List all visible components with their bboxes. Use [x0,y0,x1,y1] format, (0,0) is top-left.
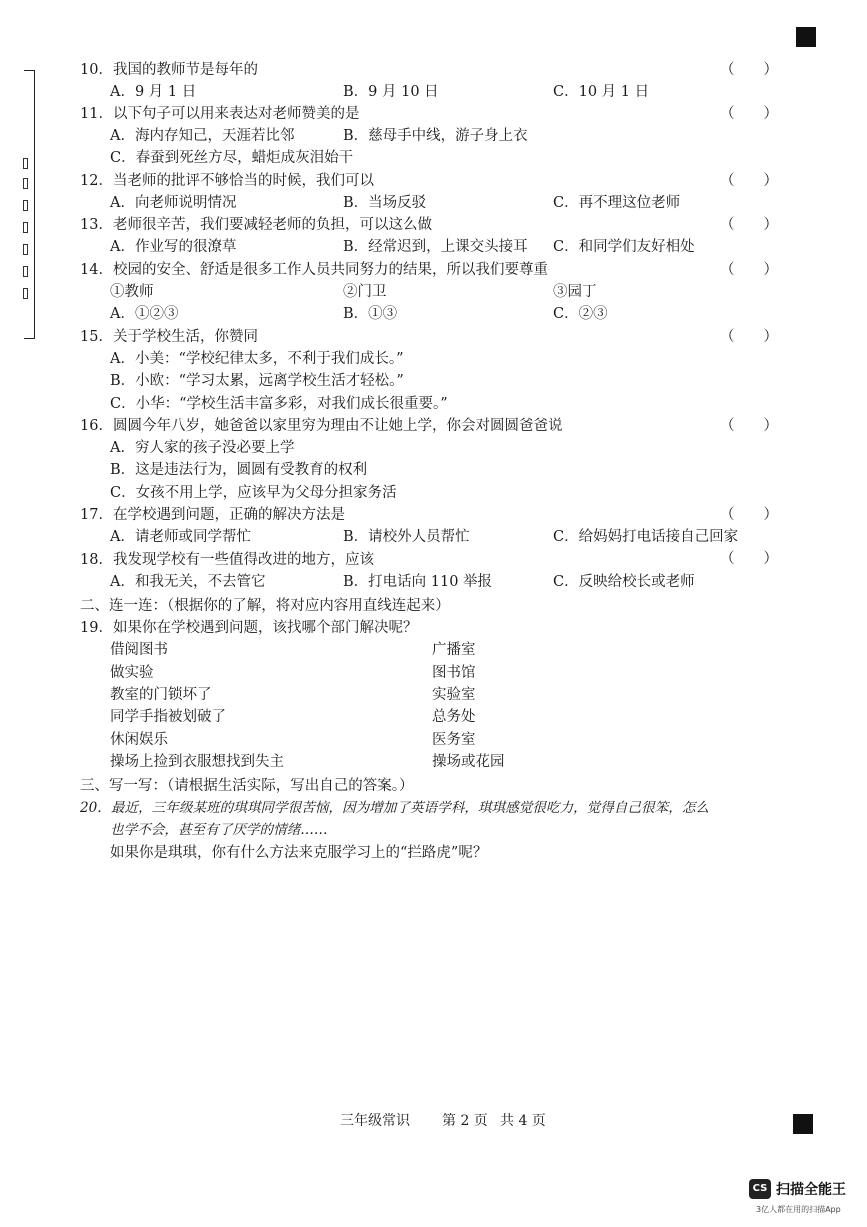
q19-left-item[interactable]: 休闲娱乐 [110,732,168,748]
q12-option-b[interactable]: B．当场反驳 [343,195,427,211]
section-2-heading: 二、连一连：（根据你的了解，将对应内容用直线连起来） [80,598,450,614]
q17-option-a[interactable]: A．请老师或同学帮忙 [110,529,251,545]
q19-left-item[interactable]: 借阅图书 [110,642,168,658]
q16-option-c[interactable]: C．女孩不用上学，应该早为父母分担家务活 [110,485,397,501]
q18-option-c[interactable]: C．反映给校长或老师 [553,574,695,590]
q19-right-item[interactable]: 广播室 [432,642,476,658]
q19-right-item[interactable]: 操场或花园 [432,754,505,770]
binding-tick-top [24,70,35,71]
q19-left-item[interactable]: 做实验 [110,665,154,681]
q15-stem: 15．关于学校生活，你赞同 [80,329,258,345]
scanner-logo: CS [749,1179,771,1199]
q15-option-a[interactable]: A．小美：“学校纪律太多，不利于我们成长。” [110,351,404,367]
corner-marker-bottom [793,1114,813,1134]
q18-answer-paren[interactable]: （ ） [720,551,778,567]
q16-stem: 16．圆圆今年八岁，她爸爸以家里穷为理由不让她上学，你会对圆圆爸爸说 [80,418,563,434]
q19-left-item[interactable]: 教室的门锁坏了 [110,687,212,703]
q11-answer-paren[interactable]: （ ） [720,106,778,122]
binding-mark [23,222,28,233]
q10-stem: 10．我国的教师节是每年的 [80,62,258,78]
q19-left-item[interactable]: 同学手指被划破了 [110,709,226,725]
q11-option-b[interactable]: B．慈母手中线，游子身上衣 [343,128,528,144]
q18-option-a[interactable]: A．和我无关，不去管它 [110,574,266,590]
q20-text-line-2: 也学不会，甚至有了厌学的情绪…… [110,822,328,838]
q12-stem: 12．当老师的批评不够恰当的时候，我们可以 [80,173,374,189]
q19-right-item[interactable]: 总务处 [432,709,476,725]
q19-right-item[interactable]: 实验室 [432,687,476,703]
q10-option-b[interactable]: B．9 月 10 日 [343,84,439,100]
q16-answer-paren[interactable]: （ ） [720,418,778,434]
q20-answer-area[interactable] [80,870,780,1090]
footer-page-number: 第 2 页 [442,1113,488,1129]
section-3-heading: 三、写一写：（请根据生活实际，写出自己的答案。） [80,778,414,794]
q11-option-a[interactable]: A．海内存知己，天涯若比邻 [110,128,295,144]
q14-item-1: ①教师 [110,284,154,300]
q10-option-c[interactable]: C．10 月 1 日 [553,84,650,100]
q12-option-a[interactable]: A．向老师说明情况 [110,195,237,211]
binding-margin-line [34,70,35,338]
q13-option-b[interactable]: B．经常迟到，上课交头接耳 [343,239,528,255]
q10-answer-paren[interactable]: （ ） [720,62,778,78]
q14-option-c[interactable]: C．②③ [553,306,608,322]
q18-stem: 18．我发现学校有一些值得改进的地方，应该 [80,552,374,568]
q11-option-c[interactable]: C．春蚕到死丝方尽，蜡炬成灰泪始干 [110,150,354,166]
q14-item-3: ③园丁 [553,284,597,300]
q16-option-b[interactable]: B．这是违法行为，圆圆有受教育的权利 [110,462,368,478]
q20-question: 如果你是琪琪，你有什么方法来克服学习上的“拦路虎”呢？ [110,845,488,861]
q15-answer-paren[interactable]: （ ） [720,329,778,345]
q17-stem: 17．在学校遇到问题，正确的解决方法是 [80,507,345,523]
q12-answer-paren[interactable]: （ ） [720,173,778,189]
q13-answer-paren[interactable]: （ ） [720,217,778,233]
q13-option-c[interactable]: C．和同学们友好相处 [553,239,695,255]
q14-stem: 14．校园的安全、舒适是很多工作人员共同努力的结果，所以我们要尊重 [80,262,548,278]
binding-mark [23,178,28,189]
scanner-app-name: 扫描全能王 [776,1182,846,1198]
q15-option-b[interactable]: B．小欧：“学习太累，远离学校生活才轻松。” [110,373,404,389]
q19-right-item[interactable]: 图书馆 [432,665,476,681]
q13-stem: 13．老师很辛苦，我们要减轻老师的负担，可以这么做 [80,217,432,233]
binding-mark [23,288,28,299]
q11-stem: 11．以下句子可以用来表达对老师赞美的是 [80,106,360,122]
q17-option-c[interactable]: C．给妈妈打电话接自己回家 [553,529,739,545]
q14-answer-paren[interactable]: （ ） [720,262,778,278]
q17-answer-paren[interactable]: （ ） [720,507,778,523]
q14-option-a[interactable]: A．①②③ [110,306,179,322]
q17-option-b[interactable]: B．请校外人员帮忙 [343,529,470,545]
q14-option-b[interactable]: B．①③ [343,306,398,322]
binding-mark [23,266,28,277]
binding-mark [23,244,28,255]
q19-left-item[interactable]: 操场上捡到衣服想找到失主 [110,754,284,770]
q19-stem: 19．如果你在学校遇到问题，该找哪个部门解决呢？ [80,620,418,636]
q18-option-b[interactable]: B．打电话向 110 举报 [343,574,493,590]
footer-total-pages: 共 4 页 [500,1113,546,1129]
q15-option-c[interactable]: C．小华：“学校生活丰富多彩，对我们成长很重要。” [110,396,448,412]
footer-subject: 三年级常识 [340,1113,410,1129]
q19-right-item[interactable]: 医务室 [432,732,476,748]
binding-mark [23,158,28,169]
binding-mark [23,200,28,211]
binding-tick-bottom [24,338,35,339]
scanner-tagline: 3亿人都在用的扫描App [756,1205,841,1214]
corner-marker-top [796,27,816,47]
q13-option-a[interactable]: A．作业写的很潦草 [110,239,237,255]
q10-option-a[interactable]: A．9 月 1 日 [110,84,197,100]
q14-item-2: ②门卫 [343,284,387,300]
q20-text-line-1: 20．最近，三年级某班的琪琪同学很苦恼，因为增加了英语学科，琪琪感觉很吃力，觉得自己很笨，怎么 [80,800,710,816]
q16-option-a[interactable]: A．穷人家的孩子没必要上学 [110,440,295,456]
q12-option-c[interactable]: C．再不理这位老师 [553,195,681,211]
